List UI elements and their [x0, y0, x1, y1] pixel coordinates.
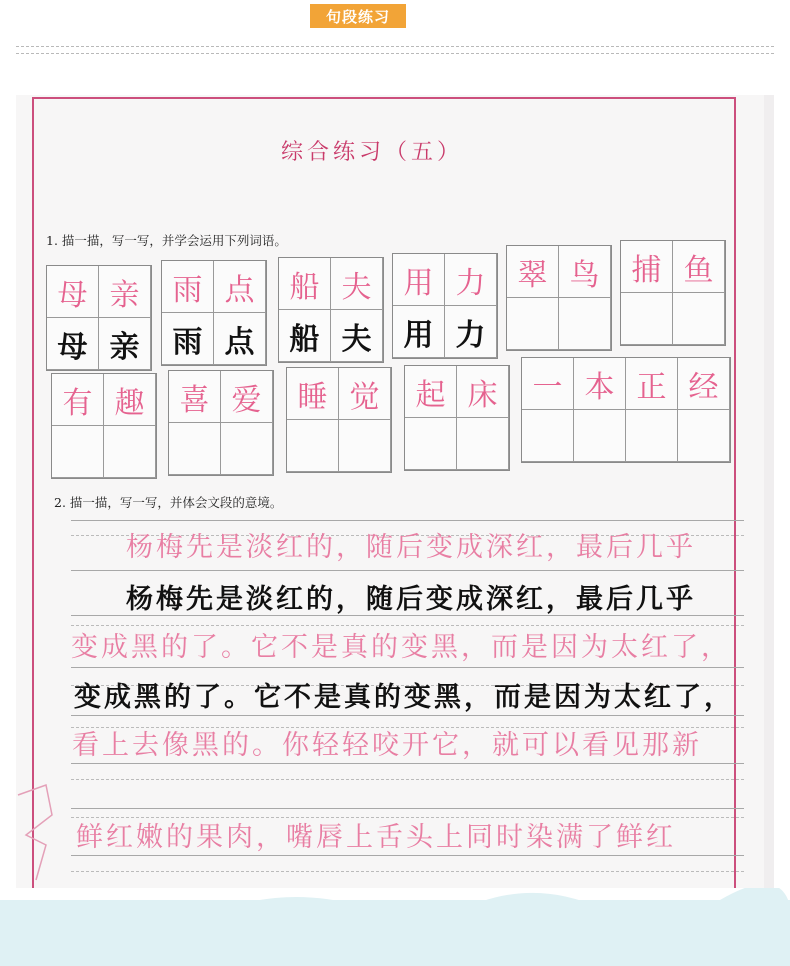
writing-line — [71, 715, 744, 716]
header-divider — [16, 53, 774, 54]
trace-character: 趣 — [104, 374, 156, 426]
writing-line — [71, 570, 744, 571]
trace-character: 床 — [457, 366, 509, 418]
trace-character: 点 — [214, 261, 266, 313]
written-character: 力 — [445, 306, 497, 358]
trace-character: 夫 — [331, 258, 383, 310]
written-character: 亲 — [99, 318, 151, 370]
trace-character: 经 — [678, 358, 730, 410]
word-box — [506, 245, 612, 351]
trace-character: 母 — [47, 266, 99, 318]
written-character: 点 — [214, 313, 266, 365]
word-box — [161, 260, 267, 366]
word-box — [521, 357, 731, 463]
footer-band — [0, 900, 790, 966]
trace-character: 用 — [393, 254, 445, 306]
writing-line — [71, 808, 744, 809]
trace-character: 爱 — [221, 371, 273, 423]
trace-character: 鸟 — [559, 246, 611, 298]
writing-line — [71, 667, 744, 668]
empty-writing-cell — [522, 410, 574, 462]
written-character: 夫 — [331, 310, 383, 362]
trace-line-2: 变成黑的了。它不是真的变黑，而是因为太红了， — [71, 632, 731, 663]
worksheet-photo — [16, 95, 774, 888]
written-line-2: 变成黑的了。它不是真的变黑，而是因为太红了， — [74, 682, 734, 713]
writing-line — [71, 763, 744, 764]
corner-doodle — [16, 775, 56, 885]
trace-character: 力 — [445, 254, 497, 306]
trace-line-3: 看上去像黑的。你轻轻咬开它，就可以看见那新 — [72, 730, 702, 761]
section1-instruction: 1. 描一描，写一写，并学会运用下列词语。 — [46, 233, 287, 248]
trace-character: 鱼 — [673, 241, 725, 293]
word-box — [404, 365, 510, 471]
empty-writing-cell — [169, 423, 221, 475]
empty-writing-cell — [457, 418, 509, 470]
empty-writing-cell — [52, 426, 104, 478]
word-box — [278, 257, 384, 363]
trace-character: 觉 — [339, 368, 391, 420]
written-line-1: 杨梅先是淡红的，随后变成深红，最后几乎 — [126, 584, 696, 615]
trace-character: 喜 — [169, 371, 221, 423]
empty-writing-cell — [678, 410, 730, 462]
trace-character: 睡 — [287, 368, 339, 420]
empty-writing-cell — [287, 420, 339, 472]
trace-character: 翠 — [507, 246, 559, 298]
word-box — [51, 373, 157, 479]
section-tab-label: 句段练习 — [310, 4, 406, 28]
word-box — [46, 265, 152, 371]
word-box — [392, 253, 498, 359]
trace-character: 捕 — [621, 241, 673, 293]
trace-character: 亲 — [99, 266, 151, 318]
empty-writing-cell — [221, 423, 273, 475]
trace-line-1: 杨梅先是淡红的，随后变成深红，最后几乎 — [126, 532, 696, 563]
written-character: 雨 — [162, 313, 214, 365]
writing-line — [71, 871, 744, 872]
trace-character: 正 — [626, 358, 678, 410]
trace-character: 一 — [522, 358, 574, 410]
page-title: 综合练习（五） — [281, 140, 464, 165]
trace-character: 本 — [574, 358, 626, 410]
written-character: 船 — [279, 310, 331, 362]
written-character — [621, 293, 673, 345]
trace-character: 有 — [52, 374, 104, 426]
written-character: 母 — [47, 318, 99, 370]
trace-character: 船 — [279, 258, 331, 310]
empty-writing-cell — [574, 410, 626, 462]
empty-writing-cell — [339, 420, 391, 472]
empty-writing-cell — [405, 418, 457, 470]
written-character — [559, 298, 611, 350]
trace-character: 雨 — [162, 261, 214, 313]
written-character — [507, 298, 559, 350]
word-box — [286, 367, 392, 473]
trace-line-4: 鲜红嫩的果肉，嘴唇上舌头上同时染满了鲜红 — [76, 822, 676, 853]
writing-line — [71, 855, 744, 856]
header-divider — [16, 46, 774, 47]
empty-writing-cell — [626, 410, 678, 462]
worksheet-page — [16, 95, 764, 888]
writing-line — [71, 520, 744, 521]
written-character — [673, 293, 725, 345]
writing-line — [71, 779, 744, 780]
written-character: 用 — [393, 306, 445, 358]
section2-instruction: 2. 描一描，写一写，并体会文段的意境。 — [54, 495, 283, 510]
word-box — [168, 370, 274, 476]
empty-writing-cell — [104, 426, 156, 478]
word-box — [620, 240, 726, 346]
trace-character: 起 — [405, 366, 457, 418]
